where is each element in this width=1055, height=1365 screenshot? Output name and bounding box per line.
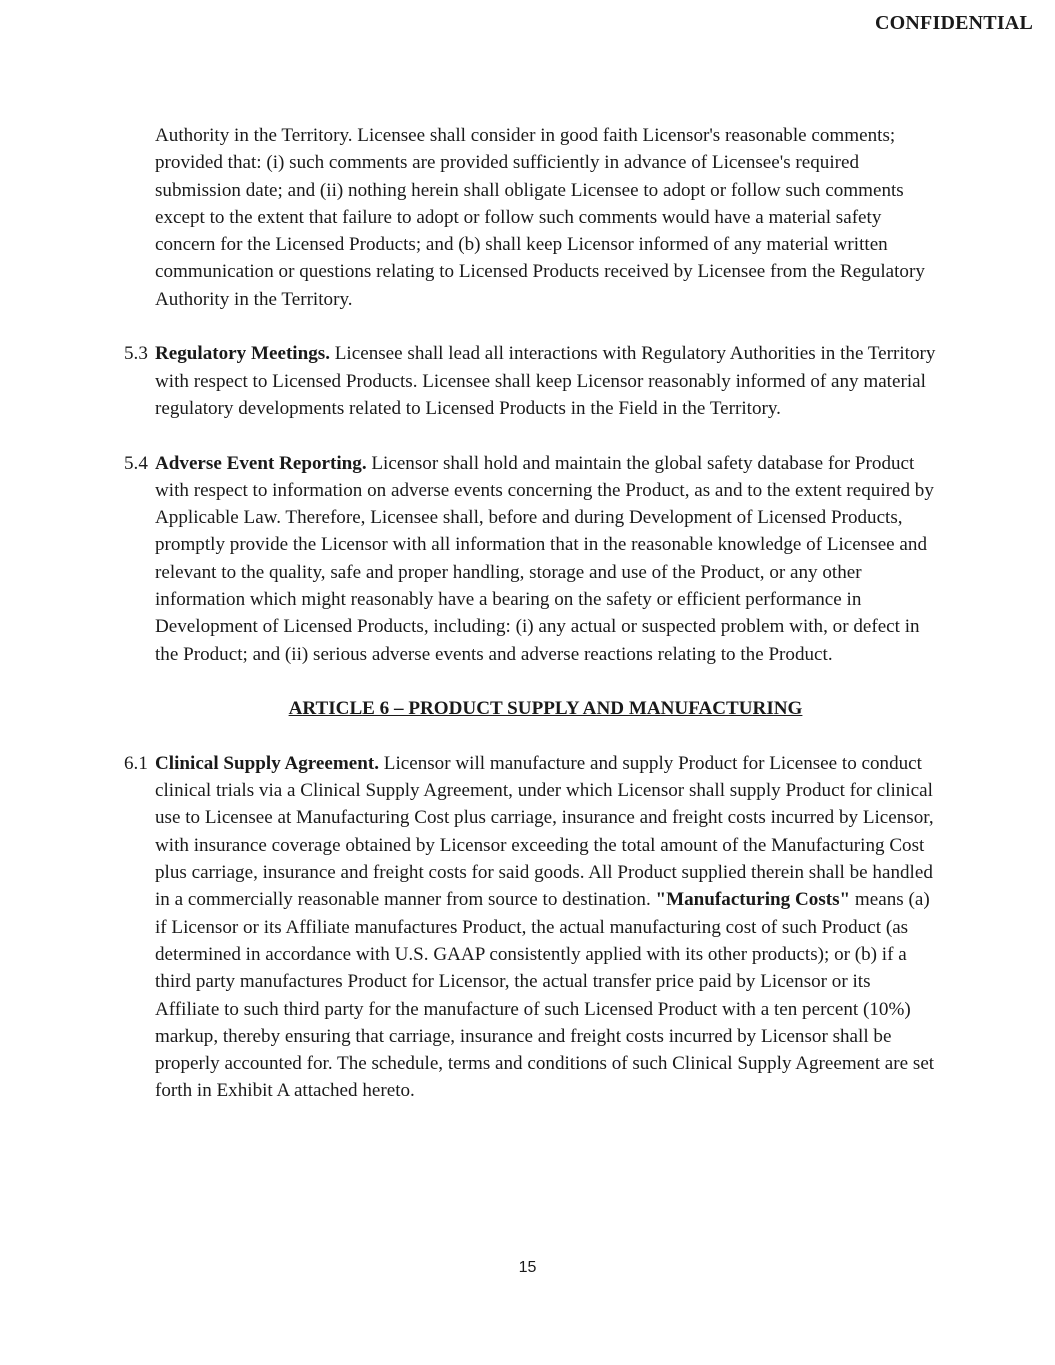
- section-5-4: [124, 450, 936, 668]
- section-number: 5.3: [124, 343, 148, 365]
- spacer: [124, 313, 936, 340]
- article-heading: ARTICLE 6 – PRODUCT SUPPLY AND MANUFACTURING: [288, 698, 803, 720]
- section-6-1: [124, 750, 936, 1105]
- section-body-continued: means (a) if Licensor or its Affiliate manufactures Product, the actual manufacturing cost of such Product (as determined in accordance with U.S. GAAP consistently applied with its other products); or (b) if a third party manufactures Product for Licensor, the actual transfer price paid by Licensor or its Affiliate to such third party for the manufacture of such Licensed Product with a ten percent (10%) markup, thereby ensuring that carriage, insurance and freight costs incurred by Licensor shall be properly accounted for. The schedule, terms and conditions of such Clinical Supply Agreement are set forth in Exhibit A attached hereto.: [155, 889, 935, 1102]
- spacer: [124, 668, 936, 695]
- section-title: Adverse Event Reporting.: [155, 452, 367, 474]
- spacer: [124, 422, 936, 449]
- section-title: Clinical Supply Agreement.: [155, 752, 380, 774]
- section-body: Licensor shall hold and maintain the global safety database for Product with respect to information on adverse events concerning the Product, as and to the extent required by Applicable Law. Therefore, Licensee shall, before and during Development of Licensed Products, promptly provide the Licensor with all information that in the reasonable knowledge of Licensee and relevant to the quality, safe and proper handling, storage and use of the Product, or any other information which might reasonably have a bearing on the safety or efficient performance in Development of Licensed Products, including: (i) any actual or suspected problem with, or defect in the Product; and (ii) serious adverse events and adverse reactions relating to the Product.: [155, 452, 934, 665]
- document-body: [124, 122, 936, 1105]
- confidential-header: CONFIDENTIAL: [875, 12, 1033, 34]
- section-title: Regulatory Meetings.: [155, 343, 330, 365]
- spacer: [124, 723, 936, 750]
- section-number: 5.4: [124, 452, 148, 474]
- section-body: Licensor will manufacture and supply Product for Licensee to conduct clinical trials via a Clinical Supply Agreement, under which Licensor shall supply Product for clinical use to Licensee at Manufacturing Cost plus carriage, insurance and freight costs incurred by Licensor, with insurance coverage obtained by Licensor exceeding the total amount of the Manufacturing Cost plus carriage, insurance and freight costs for said goods. All Product supplied therein shall be handled in a commercially reasonable manner from source to destination.: [155, 752, 934, 911]
- intro-paragraph: Authority in the Territory. Licensee shall consider in good faith Licensor's reasonable comments; provided that: (i) such comments are provided sufficiently in advance of Licensee's required submission date; and (ii) nothing herein shall obligate Licensee to adopt or follow such comments except to the extent that failure to adopt or follow such comments would have a material safety concern for the Licensed Products; and (b) shall keep Licensor informed of any material written communication or questions relating to Licensed Products received by Licensee from the Regulatory Authority in the Territory.: [155, 125, 925, 310]
- section-number: 6.1: [124, 752, 148, 774]
- defined-term: "Manufacturing Costs": [655, 889, 851, 911]
- page-number: 15: [518, 1259, 537, 1276]
- section-5-3: [124, 340, 936, 422]
- section-body: Licensee shall lead all interactions with Regulatory Authorities in the Territory with respect to Licensed Products. Licensee shall keep Licensor reasonably informed of any material regulatory developments related to Licensed Products in the Field in the Territory.: [155, 343, 936, 419]
